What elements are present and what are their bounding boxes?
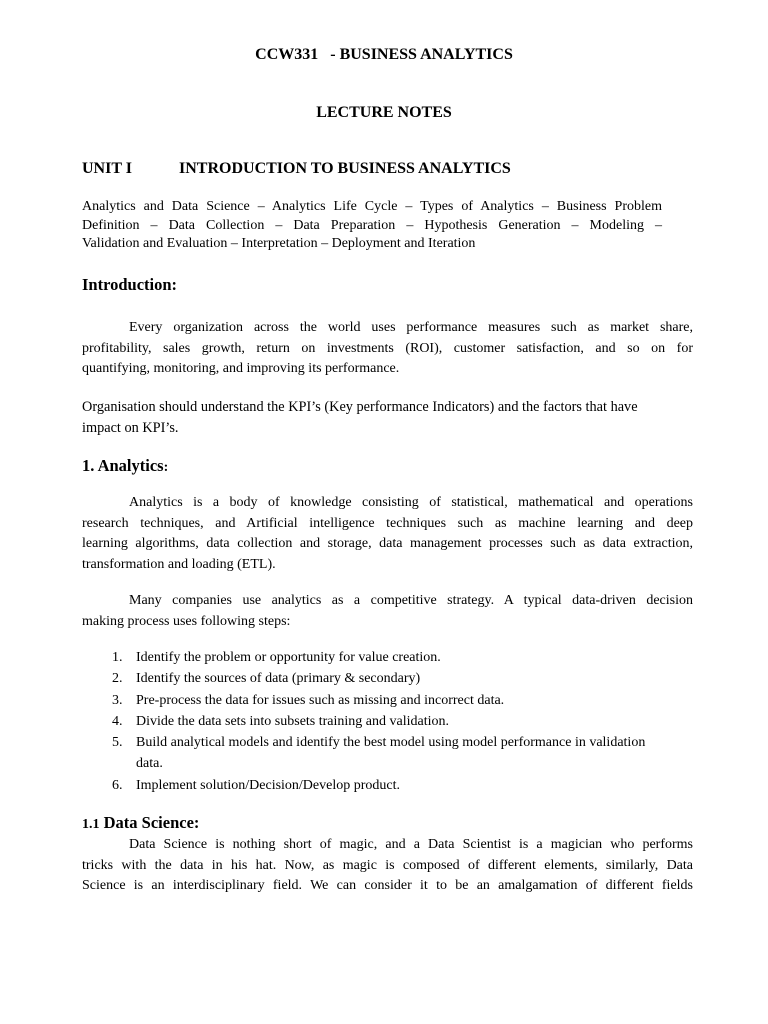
paragraph-line: quantifying, monitoring, and improving its performance. <box>82 361 400 376</box>
analytics-heading-text: 1. Analytics <box>82 456 164 475</box>
paragraph-line: tricks with the data in his hat. Now, as magic is composed of different elements, similarly, Data <box>82 857 693 873</box>
list-item <box>82 668 693 689</box>
list-item-number: 6. <box>112 777 123 793</box>
list-item <box>82 711 693 732</box>
steps-list <box>82 647 693 796</box>
list-item-text: data. <box>136 756 163 772</box>
data-science-heading-text: Data Science: <box>103 813 200 832</box>
syllabus-line: Definition – Data Collection – Data Preparation – Hypothesis Generation – Modeling – <box>82 217 662 233</box>
paragraph-line: Organisation should understand the KPI’s (Key performance Indicators) and the factors that have <box>82 399 638 415</box>
paragraph-line: research techniques, and Artificial intelligence techniques such as machine learning and deep <box>82 515 693 531</box>
list-item <box>82 775 693 796</box>
list-item-number: 1. <box>112 650 123 665</box>
unit-title: INTRODUCTION TO BUSINESS ANALYTICS <box>179 160 511 177</box>
list-item <box>82 647 693 668</box>
list-item-number: 2. <box>112 671 123 687</box>
paragraph-line: Every organization across the world uses performance measures such as market share, <box>129 320 693 335</box>
data-science-paragraph <box>82 835 693 897</box>
analytics-paragraph <box>82 493 693 575</box>
list-item-number: 5. <box>112 735 123 751</box>
list-item-text: Divide the data sets into subsets training and validation. <box>136 713 449 729</box>
paragraph-line: Data Science is nothing short of magic, and a Data Scientist is a magician who performs <box>129 837 693 852</box>
introduction-heading: Introduction: <box>82 275 178 294</box>
decision-process-paragraph <box>82 591 693 632</box>
paragraph-line: Science is an interdisciplinary field. We can consider it to be an amalgamation of different fields <box>82 878 693 893</box>
list-item <box>82 690 693 711</box>
paragraph-line: making process uses following steps: <box>82 613 291 629</box>
list-item <box>82 732 693 775</box>
list-item-text: Build analytical models and identify the best model using model performance in validation <box>136 735 646 751</box>
syllabus-line: Analytics and Data Science – Analytics Life Cycle – Types of Analytics – Business Problem <box>82 199 662 214</box>
lecture-notes-title: LECTURE NOTES <box>316 104 452 121</box>
list-item-text: Implement solution/Decision/Develop product. <box>136 777 401 793</box>
section-number: 1.1 <box>82 817 100 832</box>
paragraph-line: learning algorithms, data collection and storage, data management processes such as data extraction, <box>82 536 693 551</box>
syllabus-line: Validation and Evaluation – Interpretation – Deployment and Iteration <box>82 236 476 251</box>
course-title: CCW331 - BUSINESS ANALYTICS <box>255 46 513 63</box>
paragraph-line: transformation and loading (ETL). <box>82 556 276 572</box>
data-science-heading <box>82 813 199 833</box>
unit-number: UNIT I <box>82 160 132 177</box>
syllabus-paragraph <box>82 198 662 254</box>
list-item-text: Identify the problem or opportunity for value creation. <box>136 650 441 665</box>
paragraph-line: Many companies use analytics as a competitive strategy. A typical data-driven decision <box>129 593 693 608</box>
paragraph-line: profitability, sales growth, return on investments (ROI), customer satisfaction, and so on for <box>82 340 693 356</box>
list-item-text: Identify the sources of data (primary & secondary) <box>136 671 421 687</box>
list-item-number: 4. <box>112 713 123 729</box>
paragraph-line: Analytics is a body of knowledge consisting of statistical, mathematical and operations <box>129 495 693 510</box>
kpi-paragraph <box>82 397 693 438</box>
paragraph-line: impact on KPI’s. <box>82 419 179 436</box>
analytics-heading-colon: : <box>163 460 169 475</box>
list-item-text: Pre-process the data for issues such as missing and incorrect data. <box>136 692 505 708</box>
introduction-paragraph <box>82 318 693 380</box>
analytics-heading <box>82 456 168 476</box>
list-item-number: 3. <box>112 692 123 708</box>
